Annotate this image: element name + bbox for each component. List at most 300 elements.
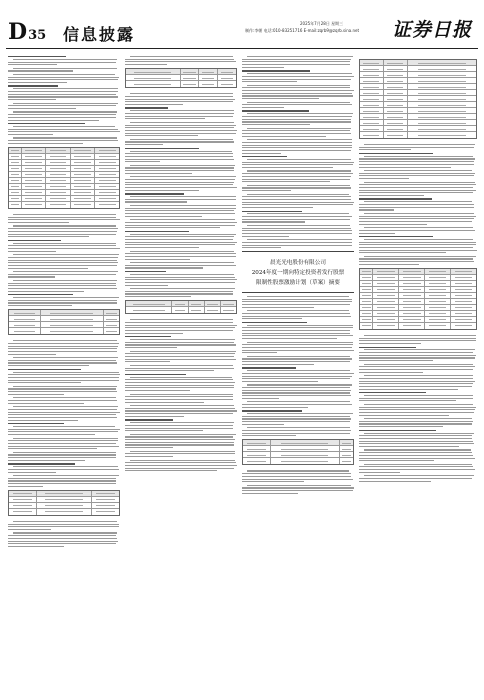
text-line	[8, 96, 118, 97]
table-cell	[199, 81, 218, 87]
table-cell	[373, 293, 399, 298]
text-line	[13, 452, 116, 453]
text-line	[125, 277, 235, 278]
text-line	[8, 234, 116, 235]
table-cell	[46, 178, 71, 183]
table-cell	[92, 497, 119, 502]
text-line	[125, 282, 235, 283]
table-cell	[373, 275, 399, 280]
text-line	[125, 101, 233, 102]
section-heading	[125, 193, 184, 194]
table-cell	[384, 66, 408, 71]
table-cell	[373, 305, 399, 310]
table-cell	[271, 458, 340, 464]
text-line	[8, 388, 116, 389]
text-line	[242, 67, 284, 68]
table-cell	[243, 458, 271, 464]
text-line	[242, 392, 350, 393]
table-row	[360, 132, 476, 138]
table-cell	[9, 322, 41, 327]
text-line	[8, 120, 99, 121]
text-paragraph	[125, 365, 237, 371]
text-line	[125, 213, 235, 214]
text-line	[8, 343, 119, 344]
table-cell	[104, 322, 119, 327]
publication-date: 2025年7月28日 星期三	[300, 21, 344, 26]
table-cell	[425, 317, 451, 322]
text-line	[8, 140, 118, 141]
text-line	[359, 398, 473, 399]
text-line	[242, 142, 352, 143]
text-line	[8, 94, 116, 95]
text-paragraph	[242, 159, 354, 168]
text-line	[125, 453, 235, 454]
text-line	[359, 218, 474, 219]
text-line	[364, 201, 472, 202]
table-cell	[360, 108, 384, 113]
text-line	[125, 236, 234, 237]
text-line	[364, 449, 471, 450]
text-line	[125, 265, 236, 266]
text-line	[130, 339, 235, 340]
text-paragraph	[359, 364, 477, 373]
text-line	[242, 167, 333, 168]
newspaper-logo: 证券日报	[392, 19, 473, 41]
text-line	[242, 424, 284, 425]
text-line	[125, 267, 203, 268]
text-line	[125, 179, 235, 180]
table-cell	[360, 84, 384, 89]
text-line	[125, 242, 237, 243]
text-paragraph	[359, 475, 477, 481]
text-line	[247, 342, 353, 343]
text-line	[242, 230, 352, 231]
text-line	[130, 262, 234, 263]
text-line	[130, 205, 236, 206]
table-cell	[399, 275, 425, 280]
text-line	[125, 127, 234, 128]
text-paragraph	[8, 475, 120, 487]
table-cell	[360, 311, 373, 316]
text-line	[13, 103, 118, 104]
text-line	[247, 225, 350, 226]
text-paragraph	[125, 122, 237, 137]
text-line	[359, 360, 433, 361]
text-line	[359, 478, 472, 479]
table-cell	[218, 75, 236, 80]
text-line	[359, 409, 475, 410]
text-paragraph	[242, 296, 354, 308]
table-cell	[373, 311, 399, 316]
table-cell	[425, 287, 451, 292]
text-line	[359, 261, 474, 262]
text-line	[247, 356, 350, 357]
text-paragraph	[242, 213, 354, 222]
table-cell	[384, 90, 408, 95]
table-cell	[9, 148, 22, 153]
section-heading	[8, 240, 61, 241]
text-line	[242, 316, 351, 317]
table-cell	[71, 178, 96, 183]
table-cell	[9, 509, 37, 515]
text-paragraph	[359, 335, 477, 344]
text-line	[242, 90, 354, 91]
table-cell	[373, 299, 399, 304]
table-cell	[95, 178, 119, 183]
text-line	[242, 202, 354, 203]
text-line	[242, 373, 354, 374]
text-line	[247, 370, 350, 371]
text-line	[125, 385, 234, 386]
section-heading	[125, 271, 166, 272]
text-line	[8, 374, 120, 375]
notice-company: 晨光光电股份有限公司	[270, 260, 326, 267]
text-paragraph	[359, 404, 477, 416]
text-line	[242, 79, 351, 80]
text-line	[8, 143, 83, 144]
table-row	[9, 509, 119, 515]
table-cell	[360, 287, 373, 292]
section-heading	[125, 336, 171, 337]
table-cell	[360, 90, 384, 95]
section-heading	[125, 419, 173, 420]
table-cell	[373, 269, 399, 274]
table-cell	[46, 148, 71, 153]
text-line	[359, 343, 421, 344]
table-cell	[181, 81, 200, 87]
text-line	[359, 469, 475, 470]
table-cell	[46, 196, 71, 201]
text-line	[8, 251, 56, 252]
text-line	[247, 56, 353, 57]
table-cell	[126, 69, 181, 74]
section-heading	[242, 322, 307, 323]
text-line	[242, 93, 352, 94]
text-line	[13, 137, 117, 138]
table-cell	[41, 328, 104, 334]
text-line	[125, 210, 234, 211]
text-line	[242, 299, 352, 300]
table-cell	[199, 75, 218, 80]
text-line	[359, 173, 475, 174]
text-line	[364, 418, 472, 419]
table-cell	[189, 301, 205, 306]
text-line	[125, 322, 233, 323]
text-line	[125, 285, 168, 286]
text-line	[8, 478, 116, 479]
text-line	[247, 470, 349, 471]
text-line	[247, 139, 352, 140]
data-table	[359, 268, 477, 330]
text-line	[125, 199, 236, 200]
table-cell	[41, 322, 104, 327]
text-line	[359, 338, 476, 339]
table-row	[126, 307, 236, 313]
text-line	[8, 274, 116, 275]
text-line	[242, 352, 277, 353]
text-paragraph	[125, 460, 237, 472]
table-cell	[451, 269, 476, 274]
text-line	[8, 305, 72, 306]
text-line	[242, 61, 350, 62]
table-cell	[71, 160, 96, 165]
text-paragraph	[8, 88, 120, 100]
text-line	[359, 452, 472, 453]
table-cell	[46, 154, 71, 159]
text-line	[13, 372, 119, 373]
text-line	[125, 465, 237, 466]
text-line	[130, 460, 235, 461]
section-heading	[359, 430, 436, 431]
table-cell	[451, 323, 476, 329]
section-heading	[125, 231, 189, 232]
text-line	[125, 170, 234, 171]
text-line	[8, 134, 53, 135]
table-cell	[360, 78, 384, 83]
text-line	[8, 222, 69, 223]
section-heading	[125, 107, 168, 108]
section-heading	[242, 70, 310, 71]
notice-title-line1: 2024年度一期向特定投资者发行股票	[251, 270, 345, 277]
text-paragraph	[242, 401, 354, 407]
text-line	[359, 207, 474, 208]
text-line	[359, 407, 476, 408]
table-cell	[425, 269, 451, 274]
table-cell	[360, 269, 373, 274]
text-line	[364, 227, 473, 228]
text-line	[242, 421, 350, 422]
text-line	[242, 327, 353, 328]
text-line	[8, 524, 119, 525]
text-line	[359, 372, 423, 373]
table-cell	[451, 305, 476, 310]
text-line	[13, 521, 117, 522]
table-cell	[22, 196, 47, 201]
text-line	[125, 135, 198, 136]
text-paragraph	[359, 144, 477, 150]
text-line	[8, 64, 57, 65]
table-cell	[425, 305, 451, 310]
table-cell	[92, 503, 119, 508]
text-line	[130, 151, 232, 152]
text-line	[8, 472, 56, 473]
table-cell	[9, 154, 22, 159]
text-line	[242, 199, 351, 200]
table-cell	[271, 452, 340, 457]
text-line	[359, 423, 472, 424]
text-line	[242, 338, 337, 339]
page-code	[8, 19, 46, 45]
table-cell	[243, 446, 271, 451]
text-line	[130, 196, 236, 197]
text-line	[8, 460, 85, 461]
text-line	[13, 475, 119, 476]
text-line	[8, 443, 116, 444]
section-heading	[242, 367, 296, 368]
table-cell	[126, 301, 172, 306]
text-line	[13, 280, 117, 281]
text-line	[242, 404, 352, 405]
text-line	[242, 313, 350, 314]
text-line	[247, 102, 350, 103]
table-cell	[408, 96, 476, 101]
table-cell	[384, 114, 408, 119]
table-cell	[221, 307, 236, 313]
table-cell	[95, 184, 119, 189]
notice-title-line2: 限制性股票激励计划（草案）摘要	[256, 280, 340, 287]
table-cell	[360, 96, 384, 101]
table-cell	[271, 446, 340, 451]
text-paragraph	[242, 485, 354, 494]
table-cell	[189, 307, 205, 313]
text-line	[359, 357, 475, 358]
text-line	[125, 413, 233, 414]
text-line	[359, 369, 473, 370]
table-cell	[384, 120, 408, 125]
text-line	[242, 242, 352, 243]
text-paragraph	[8, 111, 120, 120]
table-cell	[9, 178, 22, 183]
text-line	[359, 158, 475, 159]
text-line	[125, 428, 233, 429]
text-line	[125, 291, 233, 292]
table-cell	[71, 202, 96, 208]
text-line	[8, 440, 118, 441]
section-heading	[242, 410, 302, 411]
section-heading	[242, 110, 309, 111]
text-line	[242, 481, 304, 482]
text-line	[8, 262, 118, 263]
text-line	[13, 386, 117, 387]
table-cell	[9, 166, 22, 171]
text-line	[242, 173, 353, 174]
text-paragraph	[125, 176, 237, 191]
text-line	[242, 433, 350, 434]
text-paragraph	[359, 156, 477, 168]
text-line	[364, 156, 473, 157]
text-line	[125, 370, 214, 371]
text-line	[359, 472, 400, 473]
text-line	[125, 104, 183, 105]
text-line	[359, 149, 411, 150]
text-paragraph	[359, 213, 477, 225]
text-line	[125, 156, 233, 157]
text-line	[359, 421, 473, 422]
text-line	[242, 378, 350, 379]
section-heading	[359, 347, 416, 348]
text-paragraph	[8, 438, 120, 450]
text-paragraph	[125, 139, 237, 145]
table-cell	[71, 154, 96, 159]
text-paragraph	[242, 370, 354, 382]
text-line	[8, 486, 43, 487]
table-cell	[399, 287, 425, 292]
text-line	[8, 362, 117, 363]
text-paragraph	[242, 325, 354, 340]
text-line	[242, 221, 305, 222]
table-cell	[37, 497, 92, 502]
text-line	[125, 190, 199, 191]
table-cell	[399, 281, 425, 286]
text-line	[364, 239, 473, 240]
text-line	[359, 216, 476, 217]
text-line	[242, 387, 350, 388]
table-cell	[360, 126, 384, 131]
text-line	[8, 129, 118, 130]
text-paragraph	[242, 310, 354, 319]
text-line	[13, 406, 118, 407]
text-line	[8, 546, 64, 547]
section-heading	[125, 148, 199, 149]
table-cell	[360, 72, 384, 77]
text-line	[130, 319, 233, 320]
text-paragraph	[359, 375, 477, 390]
text-line	[13, 214, 116, 215]
text-line	[125, 444, 234, 445]
text-line	[242, 121, 351, 122]
text-line	[242, 358, 352, 359]
table-cell	[95, 190, 119, 195]
text-paragraph	[8, 532, 120, 547]
table-cell	[408, 66, 476, 71]
text-line	[125, 133, 236, 134]
table-cell	[22, 184, 47, 189]
text-line	[359, 221, 472, 222]
text-line	[8, 538, 117, 539]
text-paragraph	[8, 340, 120, 355]
table-cell	[271, 440, 340, 445]
text-line	[242, 187, 351, 188]
text-line	[8, 454, 116, 455]
text-line	[242, 64, 350, 65]
table-cell	[9, 497, 37, 502]
text-line	[242, 204, 353, 205]
text-line	[242, 395, 351, 396]
text-line	[359, 383, 473, 384]
text-line	[130, 234, 236, 235]
text-line	[8, 377, 119, 378]
text-line	[125, 153, 233, 154]
text-line	[130, 251, 234, 252]
table-cell	[373, 323, 399, 329]
text-line	[8, 420, 78, 421]
table-cell	[205, 307, 221, 313]
column-3	[242, 56, 354, 694]
text-line	[13, 438, 118, 439]
table-cell	[243, 452, 271, 457]
text-line	[359, 204, 474, 205]
table-cell	[46, 172, 71, 177]
table-cell	[340, 440, 354, 445]
text-line	[359, 460, 434, 461]
table-cell	[126, 81, 181, 87]
text-line	[242, 124, 310, 125]
text-line	[13, 74, 115, 75]
text-line	[13, 340, 117, 341]
text-line	[130, 377, 232, 378]
table-cell	[22, 190, 47, 195]
text-paragraph	[359, 170, 477, 179]
table-cell	[71, 196, 96, 201]
text-line	[130, 434, 236, 435]
text-paragraph	[242, 139, 354, 154]
text-line	[8, 483, 116, 484]
text-paragraph	[242, 85, 354, 100]
text-line	[247, 310, 349, 311]
table-cell	[408, 84, 476, 89]
table-cell	[408, 114, 476, 119]
text-line	[242, 398, 279, 399]
